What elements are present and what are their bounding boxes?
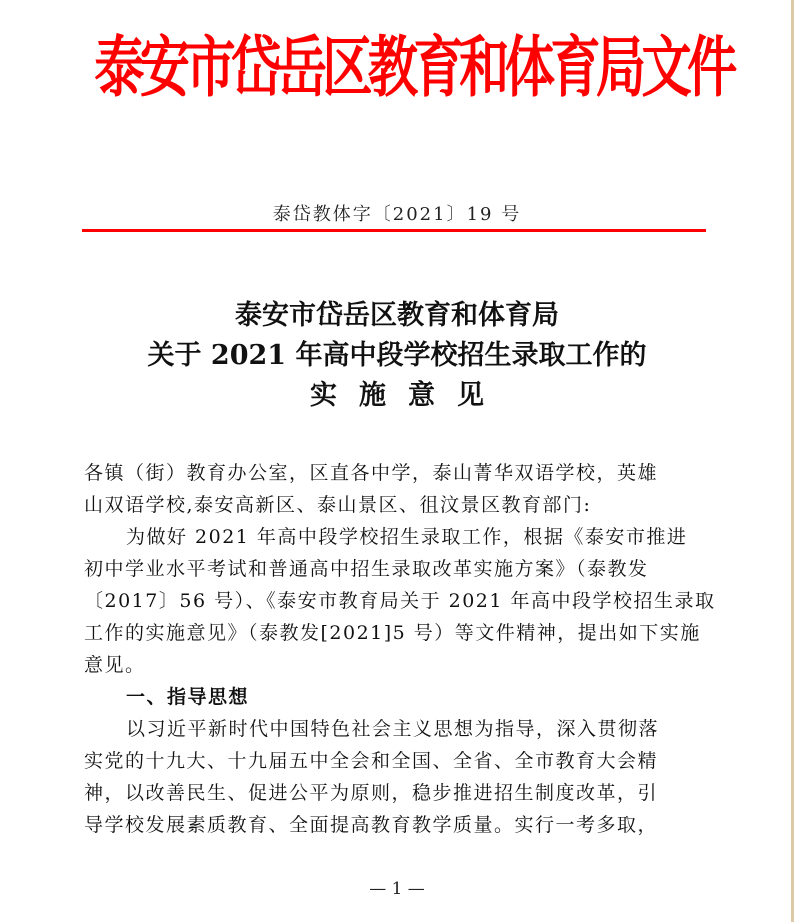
body-paragraph-intro-line-5: 意见。 [84, 654, 146, 676]
body-paragraph-ideology-line-4: 导学校发展素质教育、全面提高教育教学质量。实行一考多取， [84, 814, 659, 836]
document-title-line-3: 实施意见 [310, 380, 506, 411]
body-paragraph-ideology-line-2: 实党的十九大、十九届五中全会和全国、全省、全市教育大会精 [84, 750, 659, 772]
red-separator-line [82, 229, 706, 232]
body-paragraph-intro-line-3: 〔2017〕56 号）、《泰安市教育局关于 2021 年高中段学校招生录取 [84, 590, 716, 612]
body-paragraph-intro-line-2: 初中学业水平考试和普通高中招生录取改革实施方案》（泰教发 [84, 558, 649, 580]
body-line-addressee-2: 山双语学校,泰安高新区、泰山景区、徂汶景区教育部门: [84, 494, 592, 516]
body-paragraph-intro-line-1: 为做好 2021 年高中段学校招生录取工作，根据《泰安市推进 [126, 526, 688, 548]
document-title-line-1: 泰安市岱岳区教育和体育局 [235, 300, 559, 331]
page-number: — 1 — [369, 879, 425, 899]
document-body [84, 457, 716, 841]
body-paragraph-intro-line-4: 工作的实施意见》（泰教发[2021]5 号）等文件精神，提出如下实施 [84, 622, 701, 644]
body-paragraph-ideology-line-3: 神，以改善民生、促进公平为原则，稳步推进招生制度改革，引 [84, 782, 659, 804]
body-line-addressee-1: 各镇（街）教育办公室，区直各中学，泰山菁华双语学校，英雄 [84, 462, 659, 484]
document-header-title: 泰安市岱岳区教育和体育局文件 [94, 29, 733, 106]
document-title-line-2: 关于 2021 年高中段学校招生录取工作的 [147, 340, 647, 371]
section-heading-guiding-ideology: 一、指导思想 [126, 686, 250, 708]
body-paragraph-ideology-line-1: 以习近平新时代中国特色社会主义思想为指导，深入贯彻落 [126, 718, 660, 740]
document-number: 泰岱教体字〔2021〕19 号 [272, 204, 522, 225]
